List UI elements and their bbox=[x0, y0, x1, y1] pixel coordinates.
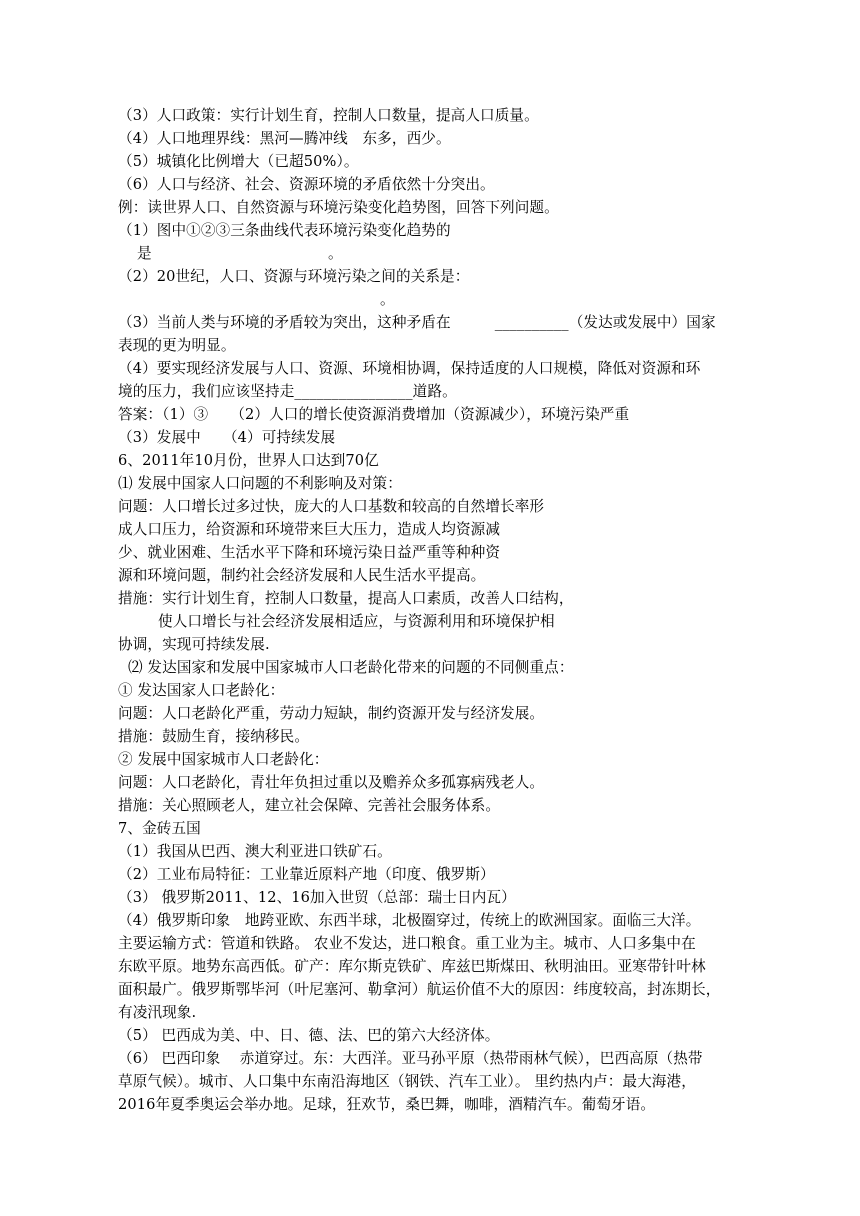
text-line: （3）当前人类与环境的矛盾较为突出，这种矛盾在 __________（发达或发展中）国家 bbox=[118, 314, 716, 331]
text-line: 协调，实现可持续发展. bbox=[118, 636, 270, 653]
text-line: 答案：（1）③ （2）人口的增长使资源消费增加（资源减少），环境污染严重 bbox=[118, 406, 630, 423]
text-line: ⑴ 发展中国家人口问题的不利影响及对策： bbox=[118, 475, 402, 492]
text-line: 措施：关心照顾老人，建立社会保障、完善社会服务体系。 bbox=[118, 797, 501, 814]
text-line: 。 bbox=[380, 291, 395, 308]
text-line: 措施：鼓励生育，接纳移民。 bbox=[118, 728, 310, 745]
text-line: ② 发展中国家城市人口老龄化： bbox=[118, 751, 329, 768]
text-line: 境的压力，我们应该坚持走________________道路。 bbox=[118, 383, 457, 400]
text-line: 是 。 bbox=[137, 245, 343, 262]
text-line: （1）我国从巴西、澳大利亚进口铁矿石。 bbox=[118, 843, 392, 860]
text-line: 问题：人口老龄化严重，劳动力短缺，制约资源开发与经济发展。 bbox=[118, 705, 545, 722]
text-line: 使人口增长与社会经济发展相适应，与资源利用和环境保护相 bbox=[158, 613, 555, 630]
text-line: （4）俄罗斯印象 地跨亚欧、东西半球，北极圈穿过，传统上的欧洲国家。面临三大洋。 bbox=[118, 912, 701, 929]
text-line: （3）发展中 （4）可持续发展 bbox=[118, 429, 336, 446]
text-line: 成人口压力，给资源和环境带来巨大压力，造成人均资源减 bbox=[118, 521, 501, 538]
text-line: 问题：人口增长过多过快，庞大的人口基数和较高的自然增长率形 bbox=[118, 498, 545, 515]
text-line: 草原气候）。城市、人口集中东南沿海地区（钢铁、汽车工业）。 里约热内卢：最大海港， bbox=[118, 1073, 696, 1090]
text-line: 面积最广。俄罗斯鄂毕河（叶尼塞河、勒拿河）航运价值不大的原因：纬度较高，封冻期长， bbox=[118, 981, 721, 998]
text-line: 主要运输方式：管道和铁路。 农业不发达，进口粮食。重工业为主。城市、人口多集中在 bbox=[118, 935, 696, 952]
text-line: 7、金砖五国 bbox=[118, 820, 201, 837]
text-line: ① 发达国家人口老龄化： bbox=[118, 682, 285, 699]
text-line: 有凌汛现象. bbox=[118, 1004, 197, 1021]
text-line: （5） 巴西成为美、中、日、德、法、巴的第六大经济体。 bbox=[118, 1027, 500, 1044]
text-line: （6）人口与经济、社会、资源环境的矛盾依然十分突出。 bbox=[118, 176, 495, 193]
text-line: 6、2011年10月份，世界人口达到70亿 bbox=[118, 452, 379, 469]
text-line: （3）人口政策：实行计划生育，控制人口数量，提高人口质量。 bbox=[118, 107, 539, 124]
text-line: （3） 俄罗斯2011、12、16加入世贸（总部：瑞士日内瓦） bbox=[118, 889, 516, 906]
text-line: 例：读世界人口、自然资源与环境污染变化趋势图，回答下列问题。 bbox=[118, 199, 559, 216]
text-line: 问题：人口老龄化，青壮年负担过重以及赡养众多孤寡病残老人。 bbox=[118, 774, 545, 791]
text-line: 少、就业困难、生活水平下降和环境污染日益严重等种种资 bbox=[118, 544, 501, 561]
text-line: （2）工业布局特征：工业靠近原料产地（印度、俄罗斯） bbox=[118, 866, 495, 883]
text-line: 表现的更为明显。 bbox=[118, 337, 236, 354]
text-line: 东欧平原。地势东高西低。矿产：库尔斯克铁矿、库兹巴斯煤田、秋明油田。亚寒带针叶林 bbox=[118, 958, 706, 975]
text-line: （6） 巴西印象 赤道穿过。东：大西洋。亚马孙平原（热带雨林气候），巴西高原（热带 bbox=[118, 1050, 703, 1067]
text-line: （5）城镇化比例增大（已超50%）。 bbox=[118, 153, 359, 170]
text-line: （2）20世纪，人口、资源与环境污染之间的关系是： bbox=[118, 268, 470, 285]
text-line: ⑵ 发达国家和发展中国家城市人口老龄化带来的问题的不同侧重点： bbox=[128, 659, 574, 676]
text-line: 措施：实行计划生育，控制人口数量，提高人口素质，改善人口结构， bbox=[118, 590, 574, 607]
text-line: （4）人口地理界线：黑河—腾冲线 东多，西少。 bbox=[118, 130, 451, 147]
text-line: 源和环境问题，制约社会经济发展和人民生活水平提高。 bbox=[118, 567, 486, 584]
text-line: （4）要实现经济发展与人口、资源、环境相协调，保持适度的人口规模，降低对资源和环 bbox=[118, 360, 701, 377]
text-line: 2016年夏季奥运会举办地。足球，狂欢节，桑巴舞，咖啡，酒精汽车。葡萄牙语。 bbox=[118, 1096, 656, 1113]
text-line: （1）图中①②③三条曲线代表环境污染变化趋势的 bbox=[118, 222, 451, 239]
